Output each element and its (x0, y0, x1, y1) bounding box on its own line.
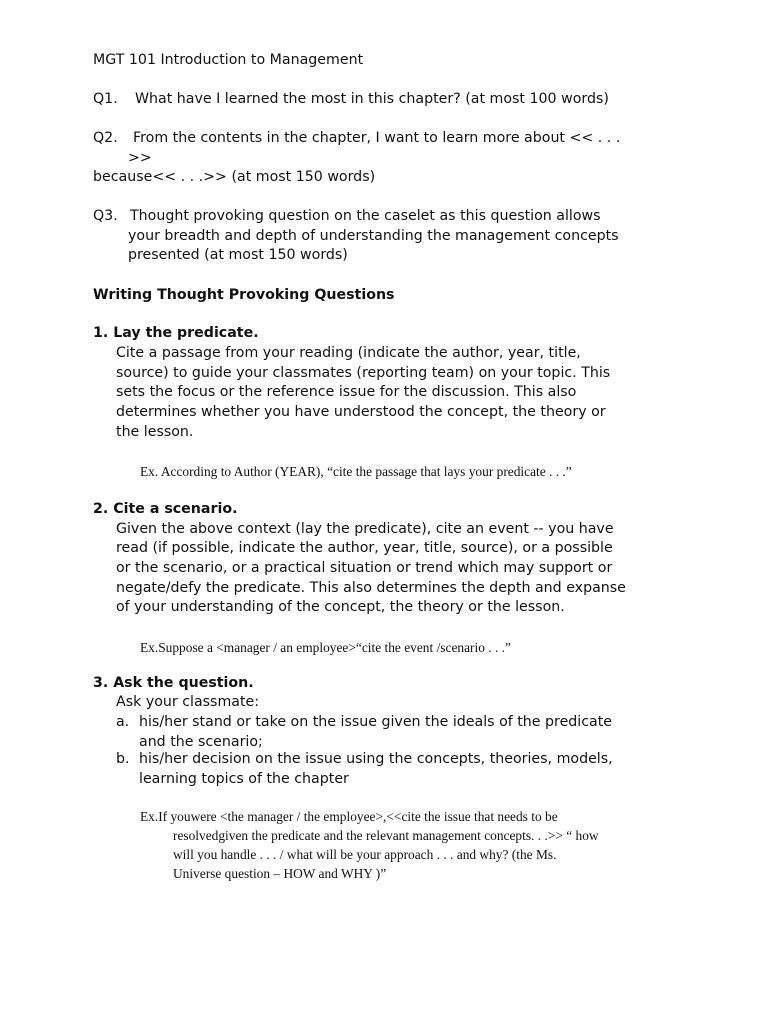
step2-body-line: negate/defy the predicate. This also determines the depth and expanse (116, 580, 626, 596)
step3-intro: Ask your classmate: (116, 694, 260, 710)
q2-text-line1: From the contents in the chapter, I want to learn more about << . . . (133, 130, 621, 146)
q1-label: Q1. (93, 91, 118, 107)
step3-example-line: Ex.If youwere <the manager / the employee>,<<cite the issue that needs to be (140, 809, 558, 824)
q3-label: Q3. (93, 208, 118, 224)
step2-body-line: or the scenario, or a practical situation or trend which may support or (116, 560, 613, 576)
q3-text-line1: Thought provoking question on the caselet as this question allows (130, 208, 601, 224)
step1-body-line: sets the focus or the reference issue for the discussion. This also (116, 384, 577, 400)
step2-body-line: read (if possible, indicate the author, year, title, source), or a possible (116, 540, 613, 556)
q2-text-line2: >> (128, 150, 152, 166)
step3-item-a-line1: his/her stand or take on the issue given the ideals of the predicate (139, 714, 613, 730)
q2-text-line3: because<< . . .>> (at most 150 words) (93, 169, 376, 185)
step1-body-line: Cite a passage from your reading (indicate the author, year, title, (116, 345, 581, 361)
q3-text-line3: presented (at most 150 words) (128, 247, 348, 263)
step3-example-line: Universe question – HOW and WHY )” (173, 866, 387, 881)
course-title: MGT 101 Introduction to Management (93, 52, 364, 68)
step2-body-line: Given the above context (lay the predicate), cite an event -- you have (116, 521, 614, 537)
q2-label: Q2. (93, 130, 118, 146)
step1-example: Ex. According to Author (YEAR), “cite the passage that lays your predicate . . .” (140, 464, 572, 479)
step1-body-line: the lesson. (116, 424, 194, 440)
step2-example: Ex.Suppose a <manager / an employee>“cite the event /scenario . . .” (140, 640, 511, 655)
step3-item-a-label: a. (116, 714, 130, 730)
step3-item-b-label: b. (116, 751, 130, 767)
step3-item-b-line1: his/her decision on the issue using the concepts, theories, models, (139, 751, 613, 767)
step2-heading: 2. Cite a scenario. (93, 501, 238, 517)
q1-text: What have I learned the most in this chapter? (at most 100 words) (135, 91, 609, 107)
q3-text-line2: your breadth and depth of understanding the management concepts (128, 228, 619, 244)
step1-body-line: source) to guide your classmates (reporting team) on your topic. This (116, 365, 611, 381)
step1-body-line: determines whether you have understood the concept, the theory or (116, 404, 606, 420)
step3-heading: 3. Ask the question. (93, 675, 254, 691)
section-title: Writing Thought Provoking Questions (93, 287, 395, 303)
step3-item-b-line2: learning topics of the chapter (139, 771, 349, 787)
step2-body-line: of your understanding of the concept, the theory or the lesson. (116, 599, 565, 615)
step1-heading: 1. Lay the predicate. (93, 325, 259, 341)
step3-example-line: will you handle . . . / what will be your approach . . . and why? (the Ms. (173, 847, 557, 862)
step3-item-a-line2: and the scenario; (139, 734, 263, 750)
step3-example-line: resolvedgiven the predicate and the relevant management concepts. . .>> “ how (173, 828, 599, 843)
